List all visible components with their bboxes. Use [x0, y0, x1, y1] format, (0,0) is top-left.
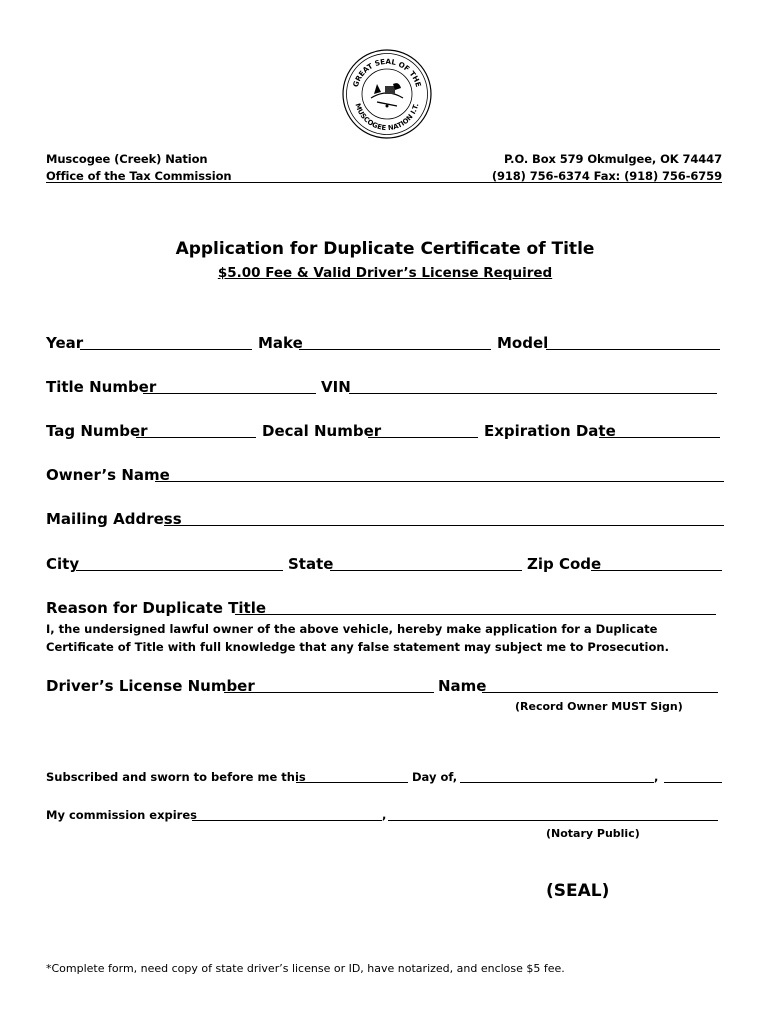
- tag-number-input[interactable]: [136, 422, 256, 438]
- decal-number-label: Decal Number: [262, 422, 382, 440]
- owners-name-input[interactable]: [155, 466, 724, 482]
- tag-row: [46, 422, 724, 442]
- commission-row: [46, 808, 724, 824]
- title-number-label: Title Number: [46, 378, 157, 396]
- drivers-license-input[interactable]: [224, 677, 434, 693]
- vehicle-row: [46, 334, 724, 354]
- zip-code-label: Zip Code: [527, 555, 602, 573]
- tag-number-label: Tag Number: [46, 422, 148, 440]
- commission-expires-input[interactable]: [192, 808, 382, 821]
- state-label: State: [288, 555, 334, 573]
- header-divider: [46, 182, 722, 183]
- phone-fax: (918) 756-6374 Fax: (918) 756-6759: [491, 169, 722, 183]
- notary-public-label: (Notary Public): [546, 827, 640, 840]
- drivers-license-label: Driver’s License Number: [46, 677, 255, 695]
- model-input[interactable]: [546, 334, 720, 350]
- mailing-address-input[interactable]: [164, 510, 724, 526]
- day-of-label: Day of,: [412, 770, 458, 784]
- great-seal-emblem: [341, 48, 433, 140]
- month-input[interactable]: [460, 770, 654, 783]
- zip-code-input[interactable]: [591, 555, 722, 571]
- fee-notice: $5.00 Fee & Valid Driver’s License Required: [217, 265, 553, 281]
- org-name: Muscogee (Creek) Nation: [46, 152, 208, 166]
- city-row: [46, 555, 724, 575]
- reason-input[interactable]: [235, 599, 716, 615]
- office-name: Office of the Tax Commission: [46, 169, 232, 183]
- footer-instructions: *Complete form, need copy of state driver’s license or ID, have notarized, and enclose $5 fee.: [46, 962, 565, 975]
- license-row: [46, 677, 724, 697]
- subscribed-label: Subscribed and sworn to before me this: [46, 770, 306, 784]
- city-input[interactable]: [76, 555, 283, 571]
- seal-top-text: GREAT SEAL OF THE: [350, 56, 424, 89]
- mailing-address-header: P.O. Box 579 Okmulgee, OK 74447: [503, 152, 722, 166]
- city-label: City: [46, 555, 80, 573]
- form-title: Application for Duplicate Certificate of Title: [175, 239, 595, 259]
- notary-signature-input[interactable]: [388, 808, 718, 821]
- vin-label: VIN: [321, 378, 351, 396]
- svg-text:GREAT SEAL OF THE: [351, 57, 423, 88]
- expiration-date-input[interactable]: [599, 422, 720, 438]
- name-signature-input[interactable]: [482, 677, 718, 693]
- model-label: Model: [497, 334, 549, 352]
- comma-separator: ,: [654, 770, 659, 784]
- title-vin-row: [46, 378, 724, 398]
- make-input[interactable]: [299, 334, 491, 350]
- commission-label: My commission expires: [46, 808, 197, 822]
- seal-placeholder: (SEAL): [546, 881, 610, 901]
- name-label: Name: [438, 677, 487, 695]
- owner-statement: I, the undersigned lawful owner of the above vehicle, hereby make application for a Duplicate Certificate of Title with full knowledge that any false statement may subject me to Prosecution.: [46, 622, 669, 654]
- day-input[interactable]: [296, 770, 408, 783]
- owners-name-label: Owner’s Name: [46, 466, 170, 484]
- expiration-date-label: Expiration Date: [484, 422, 616, 440]
- mailing-address-label: Mailing Address: [46, 510, 182, 528]
- year-label: Year: [46, 334, 84, 352]
- reason-label: Reason for Duplicate Title: [46, 599, 267, 617]
- mailing-row: [46, 510, 724, 530]
- record-owner-note: (Record Owner MUST Sign): [515, 700, 683, 713]
- comma-separator-2: ,: [382, 808, 387, 822]
- title-number-input[interactable]: [143, 378, 316, 394]
- year-notary-input[interactable]: [664, 770, 722, 783]
- vin-input[interactable]: [349, 378, 717, 394]
- year-input[interactable]: [80, 334, 252, 350]
- subscribed-row: [46, 770, 724, 786]
- reason-row: [46, 599, 724, 619]
- state-input[interactable]: [330, 555, 522, 571]
- decal-number-input[interactable]: [368, 422, 478, 438]
- owner-row: [46, 466, 724, 486]
- seal-bottom-text: MUSCOGEE NATION I.T.: [353, 102, 421, 133]
- make-label: Make: [258, 334, 303, 352]
